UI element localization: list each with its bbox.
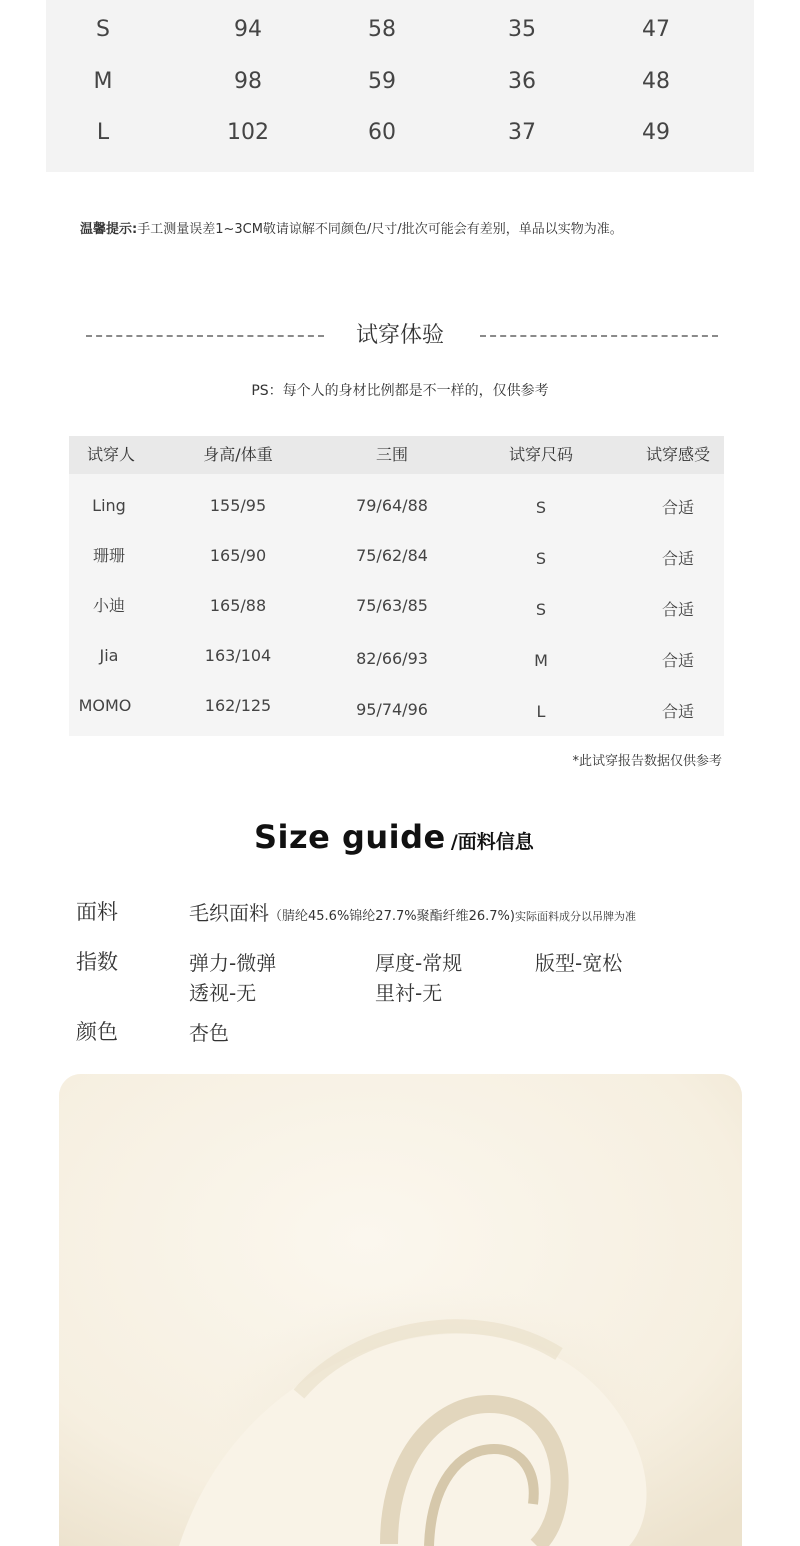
size-value: 37	[508, 120, 536, 145]
row-cell: Ling	[92, 496, 126, 515]
fabric-value	[189, 897, 636, 926]
row-cell: 162/125	[204, 696, 272, 715]
size-row	[46, 10, 754, 50]
color-label: 颜色	[76, 1020, 118, 1044]
section-title: 试穿体验	[355, 323, 444, 348]
size-value: 35	[508, 17, 536, 42]
size-value: 49	[642, 120, 670, 145]
measurement-notice	[80, 218, 760, 237]
divider-right	[480, 335, 718, 337]
size-value: 47	[642, 17, 670, 42]
row-cell: L	[536, 702, 546, 721]
row-cell: MOMO	[78, 696, 132, 715]
row-cell: 163/104	[204, 646, 272, 665]
size-value: 102	[227, 120, 269, 145]
index-item: 弹力-微弹	[189, 951, 277, 975]
row-cell: 珊珊	[92, 546, 125, 565]
header-cell: 试穿人	[86, 445, 135, 464]
size-value: 48	[642, 69, 670, 94]
index-item: 版型-宽松	[535, 951, 623, 975]
size-guide-title	[254, 818, 534, 856]
try-on-ps: PS：每个人的身材比例都是不一样的，仅供参考	[251, 383, 549, 399]
size-table	[46, 0, 754, 172]
row-cell: M	[534, 651, 548, 670]
row-cell: S	[535, 498, 547, 517]
notice-text: 手工测量误差1~3CM敬请谅解不同颜色/尺寸/批次可能会有差别，单品以实物为准。	[137, 222, 623, 237]
row-cell: 79/64/88	[356, 496, 428, 515]
row-cell: 合适	[661, 651, 694, 670]
fabric-detail: （腈纶45.6%锦纶27.7%聚酯纤维26.7%)	[269, 909, 515, 924]
row-cell: 合适	[661, 600, 694, 619]
header-cell: 身高/体重	[203, 445, 273, 464]
row-cell: 155/95	[209, 496, 267, 515]
row-cell: 165/88	[209, 596, 267, 615]
table-header	[69, 436, 724, 474]
index-item: 厚度-常规	[375, 951, 463, 975]
header-cell: 试穿感受	[645, 445, 710, 464]
fabric-closeup-photo	[59, 1074, 742, 1546]
row-cell: 合适	[661, 498, 694, 517]
title-zh: /面料信息	[450, 831, 534, 853]
row-cell: 合适	[661, 702, 694, 721]
fabric-label: 面料	[76, 900, 118, 924]
size-row	[46, 62, 754, 102]
size-value: 58	[368, 17, 396, 42]
try-on-heading	[0, 320, 800, 352]
row-cell: Jia	[99, 646, 119, 665]
index-label: 指数	[76, 950, 118, 974]
index-item: 透视-无	[189, 981, 257, 1005]
row-cell: 小迪	[92, 596, 125, 615]
try-on-note: *此试穿报告数据仅供参考	[572, 754, 722, 769]
header-cell: 试穿尺码	[508, 445, 573, 464]
row-cell: 165/90	[209, 546, 267, 565]
row-cell: 82/66/93	[356, 649, 428, 668]
size-label: L	[96, 120, 110, 145]
row-cell: 合适	[661, 549, 694, 568]
try-on-table	[69, 436, 724, 736]
color-value: 杏色	[189, 1021, 229, 1045]
size-row	[46, 113, 754, 153]
row-cell: S	[535, 549, 547, 568]
index-item: 里衬-无	[375, 981, 443, 1005]
fabric-illustration	[59, 1074, 742, 1546]
fabric-main: 毛织面料	[189, 901, 269, 925]
header-cell: 三围	[375, 445, 408, 464]
size-value: 94	[234, 17, 262, 42]
notice-label: 温馨提示:	[80, 222, 138, 237]
size-value: 36	[508, 69, 536, 94]
size-value: 98	[234, 69, 262, 94]
size-label: S	[96, 17, 110, 42]
size-value: 59	[368, 69, 396, 94]
size-label: M	[93, 69, 113, 94]
size-value: 60	[368, 120, 396, 145]
row-cell: 75/63/85	[356, 596, 428, 615]
title-en: Size guide	[254, 818, 446, 856]
row-cell: 95/74/96	[356, 700, 428, 719]
row-cell: 75/62/84	[356, 546, 428, 565]
fabric-note: 实际面料成分以吊牌为准	[514, 910, 636, 923]
row-cell: S	[535, 600, 547, 619]
